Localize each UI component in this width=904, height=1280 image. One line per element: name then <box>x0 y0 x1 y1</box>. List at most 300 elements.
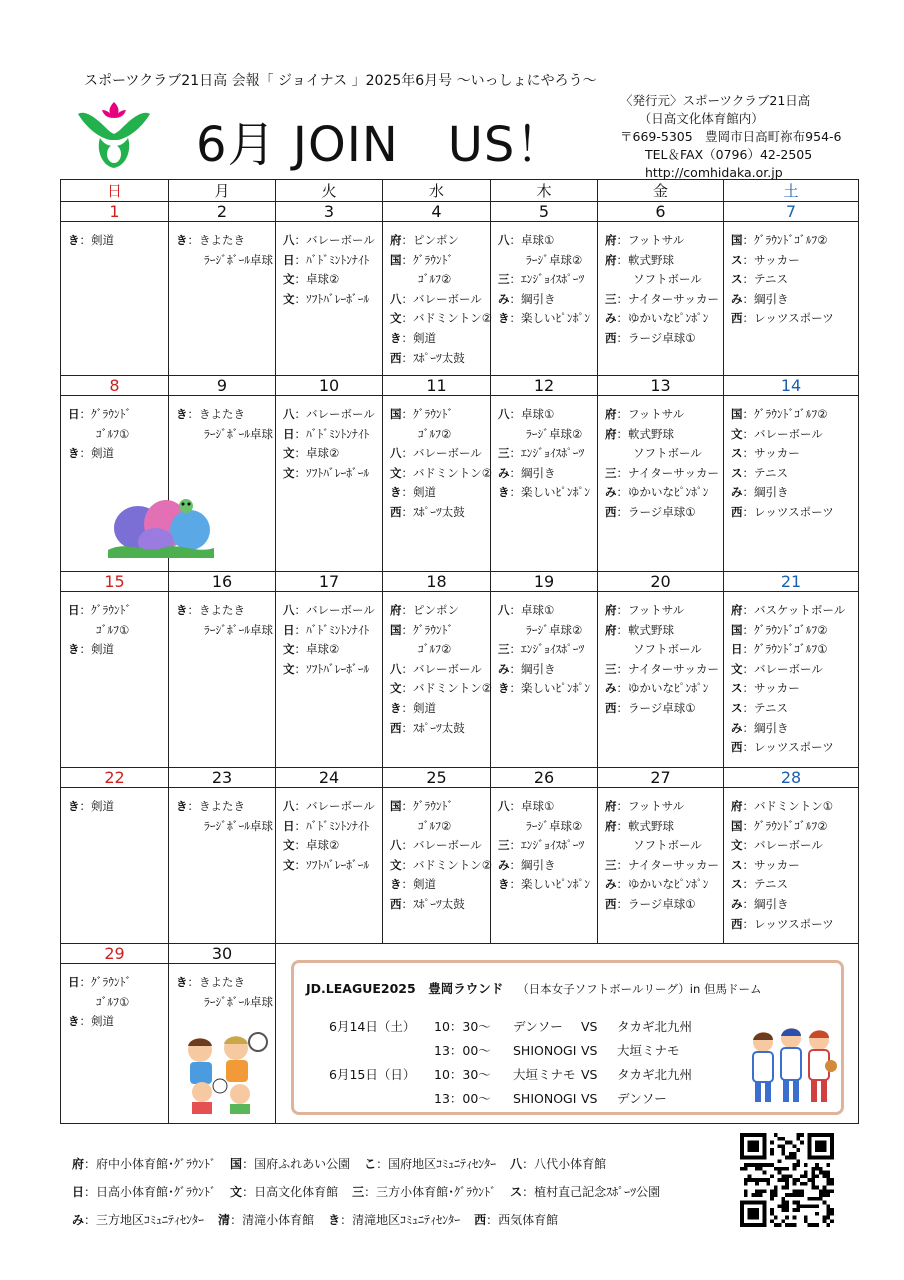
venue-code: き <box>390 330 402 345</box>
day-events <box>169 222 276 376</box>
activity-name: 楽しいﾋﾟﾝﾎﾟﾝ <box>521 681 590 696</box>
activity-name: 綱引き <box>754 720 789 735</box>
event-item: 文：バレーボール <box>731 661 823 676</box>
date-number: 16 <box>169 572 276 592</box>
activity-name: 剣道 <box>413 330 436 345</box>
event-item: 文：ｿﾌﾄﾊﾞﾚｰﾎﾞｰﾙ <box>283 465 370 480</box>
event-item: 府：軟式野球 <box>605 818 674 833</box>
day-events <box>598 396 724 572</box>
activity-name: ｺﾞﾙﾌ② <box>418 642 452 657</box>
event-item: 西：レッツスポーツ <box>731 740 834 755</box>
venue-code: 三 <box>498 272 510 287</box>
event-item: ス：テニス <box>731 700 789 715</box>
activity-name: バレーボール <box>306 603 375 617</box>
event-item: ス：サッカー <box>731 252 800 267</box>
venue-code: 日 <box>68 603 80 617</box>
activity-name: ｸﾞﾗｳﾝﾄﾞ <box>91 407 132 421</box>
venue-code: 府 <box>605 818 617 833</box>
activity-name: テニス <box>754 465 789 480</box>
day-events <box>383 222 491 376</box>
activity-name: ゆかいなﾋﾟﾝﾎﾟﾝ <box>628 311 709 326</box>
activity-name: バドミントン② <box>413 681 493 696</box>
venue-code: き <box>390 877 402 892</box>
event-item: 三：ナイターサッカー <box>605 661 719 676</box>
activity-name: バレーボール <box>413 446 482 461</box>
weekday-header-row <box>61 180 859 202</box>
event-item: き：きよたき <box>176 603 245 617</box>
venue-code: 日 <box>68 975 80 989</box>
venue-legend <box>72 1150 674 1234</box>
event-title: JD.LEAGUE2025 豊岡ラウンド <box>306 981 504 996</box>
venue-code: 府 <box>605 407 617 421</box>
venue-code: み <box>605 877 617 892</box>
event-item: 西：ｽﾎﾟｰﾂ太鼓 <box>390 350 465 365</box>
activity-name: 綱引き <box>521 465 556 480</box>
activity-name: ｽﾎﾟｰﾂ太鼓 <box>413 896 465 911</box>
event-item: 日：ｸﾞﾗｳﾝﾄﾞ <box>68 603 132 617</box>
event-item: 三：ナイターサッカー <box>605 857 719 872</box>
activity-name: 軟式野球 <box>628 426 674 441</box>
event-item: 西：レッツスポーツ <box>731 916 834 931</box>
legend-item: こ：国府地区ｺﾐｭﾆﾃｨｾﾝﾀｰ <box>364 1157 497 1171</box>
activity-name: サッカー <box>754 446 800 461</box>
date-number: 24 <box>276 768 383 788</box>
activity-name: ｸﾞﾗｳﾝﾄﾞｺﾞﾙﾌ② <box>754 233 828 247</box>
day-events <box>491 788 598 944</box>
activity-name: 綱引き <box>754 291 789 306</box>
venue-code: 日 <box>283 252 295 267</box>
activity-name: バスケットボール <box>754 603 846 617</box>
activity-name: フットサル <box>628 407 685 421</box>
event-item: き：きよたき <box>176 799 245 813</box>
date-number: 5 <box>491 202 598 222</box>
event-item: 国：ｸﾞﾗｳﾝﾄﾞｺﾞﾙﾌ② <box>731 818 828 833</box>
event-item: 府：軟式野球 <box>605 252 674 267</box>
event-heading <box>306 979 841 997</box>
activity-name: 剣道 <box>413 877 436 892</box>
activity-name: ｸﾞﾗｳﾝﾄﾞｺﾞﾙﾌ① <box>754 642 828 657</box>
event-item: 三：ナイターサッカー <box>605 465 719 480</box>
event-item: 八：バレーボール <box>283 407 375 421</box>
team-away: 大垣ミナモ <box>617 1043 680 1058</box>
day-events <box>61 964 169 1124</box>
activity-name: レッツスポーツ <box>754 504 834 519</box>
event-item: 文：卓球② <box>283 642 340 657</box>
date-row <box>61 202 859 222</box>
venue-code: み <box>605 311 617 326</box>
activity-name: 剣道 <box>91 233 114 247</box>
event-item: き：楽しいﾋﾟﾝﾎﾟﾝ <box>498 681 590 696</box>
event-item: ス：テニス <box>731 465 789 480</box>
legend-venue: 三方地区ｺﾐｭﾆﾃｨｾﾝﾀｰ <box>96 1213 205 1227</box>
event-item: 文：ｿﾌﾄﾊﾞﾚｰﾎﾞｰﾙ <box>283 291 370 306</box>
event-item: 国：ｸﾞﾗｳﾝﾄﾞｺﾞﾙﾌ② <box>731 233 828 247</box>
activity-name: きよたき <box>199 799 245 813</box>
legend-code: 日 <box>72 1185 85 1199</box>
event-item: 府：軟式野球 <box>605 426 674 441</box>
events-row <box>61 222 859 376</box>
event-subtitle: （日本女子ソフトボールリーグ）in 但馬ドーム <box>517 982 762 996</box>
event-item: 府：バドミントン① <box>731 799 834 813</box>
activity-name: ｿﾌﾄﾊﾞﾚｰﾎﾞｰﾙ <box>306 857 370 872</box>
team-away: タカギ北九州 <box>617 1019 693 1034</box>
event-item: き：楽しいﾋﾟﾝﾎﾟﾝ <box>498 485 590 500</box>
venue-code: き <box>498 877 510 892</box>
legend-code: 西 <box>474 1213 487 1227</box>
legend-code: 文 <box>230 1185 243 1199</box>
venue-code: 国 <box>390 407 402 421</box>
team-home: デンソー <box>513 1019 563 1034</box>
event-item: 日：ﾊﾞﾄﾞﾐﾝﾄﾝﾅｲﾄ <box>283 426 370 441</box>
date-number: 8 <box>61 376 169 396</box>
publisher-info <box>620 92 842 182</box>
activity-name: ﾊﾞﾄﾞﾐﾝﾄﾝﾅｲﾄ <box>306 818 370 833</box>
day-events <box>598 592 724 768</box>
legend-item: 三：三方小体育館･ｸﾞﾗｳﾝﾄﾞ <box>352 1185 497 1199</box>
activity-name: ｿﾌﾄﾊﾞﾚｰﾎﾞｰﾙ <box>306 291 370 306</box>
venue-code: み <box>731 896 743 911</box>
event-item: 文：バレーボール <box>731 838 823 853</box>
venue-code: 八 <box>498 407 510 421</box>
day-events <box>276 788 383 944</box>
event-item: み：綱引き <box>498 857 556 872</box>
activity-name: バドミントン① <box>754 799 834 813</box>
day-events <box>383 788 491 944</box>
activity-name: ｸﾞﾗｳﾝﾄﾞ <box>91 603 132 617</box>
activity-name: バレーボール <box>413 661 482 676</box>
activity-name: ラージ卓球① <box>628 330 696 345</box>
activity-name: ﾊﾞﾄﾞﾐﾝﾄﾝﾅｲﾄ <box>306 252 370 267</box>
activity-name: ｺﾞﾙﾌ② <box>418 818 452 833</box>
event-item: 八：バレーボール <box>390 446 482 461</box>
venue-code: 日 <box>68 407 80 421</box>
game-time: 10：30～ <box>434 1067 491 1082</box>
legend-code: 三 <box>352 1185 365 1199</box>
activity-name: サッカー <box>754 681 800 696</box>
event-item: 国：ｸﾞﾗｳﾝﾄﾞ <box>390 252 454 267</box>
qr-code-icon[interactable] <box>740 1133 834 1227</box>
legend-venue: 府中小体育館･ｸﾞﾗｳﾝﾄﾞ <box>96 1157 217 1171</box>
venue-code: 文 <box>390 681 402 696</box>
event-item: き：きよたき <box>176 975 245 989</box>
day-events <box>724 592 859 768</box>
event-item: 文：バドミントン② <box>390 681 493 696</box>
activity-name: 卓球① <box>521 603 555 617</box>
venue-code: き <box>498 485 510 500</box>
legend-item: 国：国府ふれあい公園 <box>230 1157 351 1171</box>
publisher-line: 〈発行元〉スポーツクラブ21日高 <box>620 93 811 108</box>
activity-name: サッカー <box>754 857 800 872</box>
activity-name: ｴﾝｼﾞｮｲｽﾎﾟｰﾂ <box>521 272 585 287</box>
event-item: み：綱引き <box>498 291 556 306</box>
activity-name: ﾗｰｼﾞﾎﾞｰﾙ卓球 <box>204 622 273 637</box>
activity-name: 軟式野球 <box>628 818 674 833</box>
softball-players-illustration-icon <box>745 1020 837 1106</box>
venue-code: 文 <box>283 838 295 853</box>
activity-name: ﾗｰｼﾞ卓球② <box>526 622 583 637</box>
event-item: き：楽しいﾋﾟﾝﾎﾟﾝ <box>498 877 590 892</box>
event-item: き：剣道 <box>68 642 114 657</box>
event-item: み：綱引き <box>731 720 789 735</box>
venue-code: 八 <box>390 446 402 461</box>
date-number: 28 <box>724 768 859 788</box>
venue-code: 府 <box>605 426 617 441</box>
activity-name: ピンポン <box>413 233 459 247</box>
activity-name: ｺﾞﾙﾌ① <box>96 426 130 441</box>
activity-name: 綱引き <box>521 291 556 306</box>
activity-name: ｸﾞﾗｳﾝﾄﾞ <box>413 407 454 421</box>
activity-name: ｿﾌﾄﾊﾞﾚｰﾎﾞｰﾙ <box>306 661 370 676</box>
publisher-line: TEL＆FAX（0796）42-2505 <box>620 147 813 162</box>
legend-line <box>72 1178 674 1206</box>
activity-name: ｸﾞﾗｳﾝﾄﾞ <box>91 975 132 989</box>
date-number: 3 <box>276 202 383 222</box>
legend-line <box>72 1206 674 1234</box>
activity-name: ｸﾞﾗｳﾝﾄﾞｺﾞﾙﾌ② <box>754 622 828 637</box>
activity-name: ｸﾞﾗｳﾝﾄﾞ <box>413 252 454 267</box>
activity-name: ｸﾞﾗｳﾝﾄﾞ <box>413 799 454 813</box>
venue-code: 西 <box>731 504 743 519</box>
event-item: 日：ﾊﾞﾄﾞﾐﾝﾄﾝﾅｲﾄ <box>283 622 370 637</box>
activity-name: 卓球② <box>306 272 340 287</box>
weekday-sat: 土 <box>724 180 859 202</box>
legend-venue: 西気体育館 <box>498 1213 559 1227</box>
venue-code: 三 <box>605 661 617 676</box>
venue-code: き <box>498 311 510 326</box>
activity-name: ﾗｰｼﾞﾎﾞｰﾙ卓球 <box>204 818 273 833</box>
venue-code: み <box>731 720 743 735</box>
event-item <box>498 621 597 641</box>
event-item: 三：ナイターサッカー <box>605 291 719 306</box>
event-item: 八：バレーボール <box>283 799 375 813</box>
event-item: き：剣道 <box>390 485 436 500</box>
venue-code: き <box>176 799 188 813</box>
team-away: デンソー <box>617 1091 667 1106</box>
venue-code: 西 <box>605 504 617 519</box>
venue-code: 日 <box>731 642 743 657</box>
event-item: 西：ｽﾎﾟｰﾂ太鼓 <box>390 720 465 735</box>
activity-name: 剣道 <box>91 642 114 657</box>
venue-code: ス <box>731 446 743 461</box>
event-item: 文：バドミントン② <box>390 311 493 326</box>
date-number: 30 <box>169 944 276 964</box>
event-item: 府：フットサル <box>605 407 685 421</box>
activity-name: ｺﾞﾙﾌ② <box>418 426 452 441</box>
venue-code: 西 <box>605 896 617 911</box>
event-item: み：綱引き <box>731 896 789 911</box>
event-item: 国：ｸﾞﾗｳﾝﾄﾞｺﾞﾙﾌ② <box>731 622 828 637</box>
venue-code: 日 <box>283 622 295 637</box>
page-title: 6月 JOIN US！ <box>196 117 565 173</box>
game-date: 6月15日（日） <box>329 1067 416 1082</box>
event-item: き：剣道 <box>68 233 114 247</box>
venue-code: 文 <box>390 311 402 326</box>
legend-code: み <box>72 1213 85 1227</box>
versus-label: VS <box>581 1091 598 1106</box>
venue-code: 文 <box>283 291 295 306</box>
venue-code: 三 <box>605 857 617 872</box>
event-item <box>390 425 490 445</box>
event-item <box>498 251 597 271</box>
event-item <box>605 444 723 464</box>
day-events <box>61 592 169 768</box>
venue-code: 八 <box>283 407 295 421</box>
game-date <box>306 1087 416 1111</box>
event-item: 日：ｸﾞﾗｳﾝﾄﾞｺﾞﾙﾌ① <box>731 642 828 657</box>
date-number: 17 <box>276 572 383 592</box>
event-item: 西：ラージ卓球① <box>605 504 696 519</box>
event-item: ス：サッカー <box>731 857 800 872</box>
date-number: 14 <box>724 376 859 396</box>
weekday-wed: 水 <box>383 180 491 202</box>
event-item: 文：バドミントン② <box>390 857 493 872</box>
activity-name: フットサル <box>628 233 685 247</box>
activity-name: ｸﾞﾗｳﾝﾄﾞｺﾞﾙﾌ② <box>754 407 828 421</box>
activity-name: 剣道 <box>91 1014 114 1029</box>
date-number: 26 <box>491 768 598 788</box>
event-item: 文：バドミントン② <box>390 465 493 480</box>
event-item: ス：サッカー <box>731 681 800 696</box>
venue-code: 文 <box>283 272 295 287</box>
activity-name: ｴﾝｼﾞｮｲｽﾎﾟｰﾂ <box>521 642 585 657</box>
event-item: 日：ｸﾞﾗｳﾝﾄﾞ <box>68 975 132 989</box>
venue-code: き <box>176 407 188 421</box>
activity-name: ゆかいなﾋﾟﾝﾎﾟﾝ <box>628 681 709 696</box>
venue-code: み <box>498 465 510 480</box>
event-item: き：剣道 <box>68 1014 114 1029</box>
events-row <box>61 592 859 768</box>
day-events <box>598 788 724 944</box>
activity-name: レッツスポーツ <box>754 740 834 755</box>
legend-code: 府 <box>72 1157 85 1171</box>
activity-name: ﾗｰｼﾞ卓球② <box>526 252 583 267</box>
venue-code: ス <box>731 272 743 287</box>
activity-name: ﾗｰｼﾞ卓球② <box>526 426 583 441</box>
day-events <box>276 222 383 376</box>
venue-code: 八 <box>390 291 402 306</box>
venue-code: 府 <box>731 799 743 813</box>
event-item: 西：ｽﾎﾟｰﾂ太鼓 <box>390 896 465 911</box>
legend-item: 日：日高小体育館･ｸﾞﾗｳﾝﾄﾞ <box>72 1185 217 1199</box>
activity-name: 卓球② <box>306 838 340 853</box>
activity-name: フットサル <box>628 799 685 813</box>
event-item: 日：ｸﾞﾗｳﾝﾄﾞ <box>68 407 132 421</box>
event-item <box>68 993 168 1013</box>
activity-name: ﾊﾞﾄﾞﾐﾝﾄﾝﾅｲﾄ <box>306 426 370 441</box>
date-number: 13 <box>598 376 724 396</box>
event-item: き：楽しいﾋﾟﾝﾎﾟﾝ <box>498 311 590 326</box>
event-item: み：綱引き <box>498 661 556 676</box>
day-events <box>276 396 383 572</box>
events-row <box>61 788 859 944</box>
venue-code: 文 <box>731 426 743 441</box>
venue-code: 西 <box>731 916 743 931</box>
activity-name: ｽﾎﾟｰﾂ太鼓 <box>413 350 465 365</box>
event-item: 八：卓球① <box>498 799 555 813</box>
legend-venue: 清滝小体育館 <box>242 1213 315 1227</box>
activity-name: サッカー <box>754 252 800 267</box>
date-number: 6 <box>598 202 724 222</box>
event-item: み：ゆかいなﾋﾟﾝﾎﾟﾝ <box>605 681 709 696</box>
event-item <box>498 425 597 445</box>
venue-code: き <box>68 642 80 657</box>
event-item: み：ゆかいなﾋﾟﾝﾎﾟﾝ <box>605 485 709 500</box>
activity-name: ラージ卓球① <box>628 504 696 519</box>
venue-code: み <box>498 857 510 872</box>
activity-name: ソフトボール <box>633 446 702 461</box>
newsletter-subtitle: スポーツクラブ21日高 会報「 ジョイナス 」2025年6月号 ～いっしょにやろう～ <box>84 73 597 89</box>
venue-code: み <box>731 485 743 500</box>
activity-name: ｴﾝｼﾞｮｲｽﾎﾟｰﾂ <box>521 838 585 853</box>
activity-name: 剣道 <box>91 446 114 461</box>
venue-code: 八 <box>390 838 402 853</box>
date-number: 15 <box>61 572 169 592</box>
event-item <box>390 640 490 660</box>
venue-code: 三 <box>498 446 510 461</box>
activity-name: ソフトボール <box>633 272 702 287</box>
legend-venue: 三方小体育館･ｸﾞﾗｳﾝﾄﾞ <box>376 1185 497 1199</box>
event-item: 府：ピンポン <box>390 233 459 247</box>
event-item: 日：ﾊﾞﾄﾞﾐﾝﾄﾝﾅｲﾄ <box>283 252 370 267</box>
venue-code: き <box>176 603 188 617</box>
date-number: 22 <box>61 768 169 788</box>
club-logo-icon <box>74 94 154 174</box>
activity-name: 卓球② <box>306 642 340 657</box>
activity-name: バドミントン② <box>413 465 493 480</box>
event-item <box>605 640 723 660</box>
date-number: 11 <box>383 376 491 396</box>
activity-name: バレーボール <box>754 661 823 676</box>
venue-code: き <box>68 799 80 813</box>
event-item: 八：バレーボール <box>283 233 375 247</box>
activity-name: きよたき <box>199 603 245 617</box>
venue-code: 八 <box>498 233 510 247</box>
activity-name: ﾗｰｼﾞﾎﾞｰﾙ卓球 <box>204 994 273 1009</box>
activity-name: 剣道 <box>413 485 436 500</box>
activity-name: ｺﾞﾙﾌ② <box>418 272 452 287</box>
day-events <box>61 222 169 376</box>
activity-name: 軟式野球 <box>628 252 674 267</box>
event-item: 府：フットサル <box>605 799 685 813</box>
legend-code: 国 <box>230 1157 243 1171</box>
venue-code: 西 <box>731 311 743 326</box>
date-number: 1 <box>61 202 169 222</box>
legend-venue: 植村直己記念ｽﾎﾟｰﾂ公園 <box>534 1185 661 1199</box>
venue-code: 国 <box>731 233 743 247</box>
versus-label: VS <box>581 1019 598 1034</box>
date-number: 4 <box>383 202 491 222</box>
event-item: み：綱引き <box>731 291 789 306</box>
activity-name: ナイターサッカー <box>628 465 719 480</box>
weekday-sun: 日 <box>61 180 169 202</box>
date-number: 29 <box>61 944 169 964</box>
event-item: 西：レッツスポーツ <box>731 504 834 519</box>
versus-label: VS <box>581 1043 598 1058</box>
date-number: 19 <box>491 572 598 592</box>
venue-code: 国 <box>390 799 402 813</box>
date-number: 23 <box>169 768 276 788</box>
event-item: き：剣道 <box>390 700 436 715</box>
venue-code: き <box>390 485 402 500</box>
venue-code: き <box>498 681 510 696</box>
activity-name: テニス <box>754 272 789 287</box>
legend-item: き：清滝地区ｺﾐｭﾆﾃｨｾﾝﾀｰ <box>328 1213 461 1227</box>
event-item <box>390 817 490 837</box>
venue-code: 文 <box>731 661 743 676</box>
legend-code: 清 <box>218 1213 231 1227</box>
venue-code: 西 <box>390 720 402 735</box>
legend-venue: 日高小体育館･ｸﾞﾗｳﾝﾄﾞ <box>96 1185 217 1199</box>
